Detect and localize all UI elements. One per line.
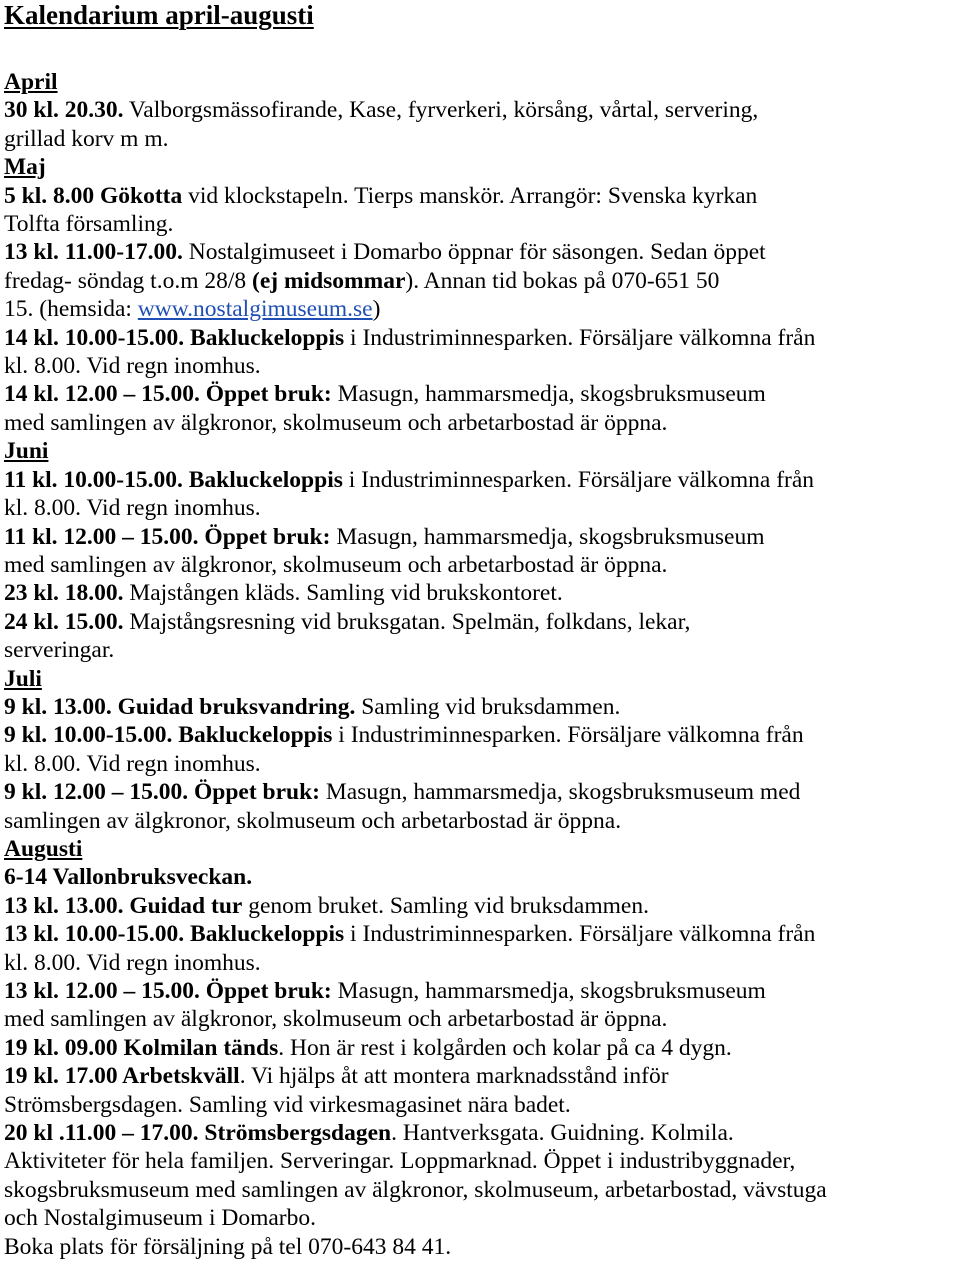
website-link[interactable]: www.nostalgimuseum.se	[137, 296, 373, 323]
event-line	[4, 238, 956, 266]
calendar-content	[4, 68, 956, 1261]
event-date: 11 kl. 12.00 – 15.00. Öppet bruk:	[4, 523, 331, 550]
event-line	[4, 324, 956, 352]
event-line: kl. 8.00. Vid regn inomhus.	[4, 949, 261, 976]
event-date: 5 kl. 8.00 Gökotta	[4, 182, 183, 209]
event-line: och Nostalgimuseum i Domarbo.	[4, 1205, 316, 1232]
event-line	[4, 721, 956, 749]
event-line: samlingen av älgkronor, skolmuseum och arbetarbostad är öppna.	[4, 807, 622, 834]
event-text: Samling vid bruksdammen.	[355, 693, 621, 720]
page-title: Kalendarium april-augusti	[4, 0, 314, 30]
event-note: (ej midsommar	[252, 267, 406, 294]
event-date: 13 kl. 10.00-15.00. Bakluckeloppis	[4, 921, 345, 948]
event-date: 13 kl. 11.00-17.00.	[4, 239, 183, 266]
event-text: . Vi hjälps åt att montera marknadsstånd inför	[239, 1063, 669, 1090]
event-line: Tolfta församling.	[4, 211, 174, 238]
booking-line: Boka plats för försäljning på tel 070-643 84 41.	[4, 1233, 452, 1260]
event-text: Masugn, hammarsmedja, skogsbruksmuseum	[331, 978, 766, 1004]
event-line: Strömsbergsdagen. Samling vid virkesmagasinet nära badet.	[4, 1091, 571, 1118]
event-line	[4, 380, 956, 408]
event-line	[4, 1062, 956, 1090]
event-date: 11 kl. 10.00-15.00. Bakluckeloppis	[4, 466, 343, 493]
event-line	[4, 920, 956, 948]
event-line	[4, 295, 956, 323]
event-line	[4, 579, 956, 607]
month-heading-augusti: Augusti	[4, 835, 83, 862]
event-text: ). Annan tid bokas på 070-651 50	[405, 267, 720, 294]
event-text: vid klockstapeln. Tierps manskör. Arrangör: Svenska kyrkan	[182, 182, 758, 209]
event-line	[4, 1119, 956, 1147]
event-line	[4, 182, 956, 210]
event-text: Masugn, hammarsmedja, skogsbruksmuseum med	[320, 779, 801, 806]
event-text: Valborgsmässofirande, Kase, fyrverkeri, körsång, vårtal, servering,	[123, 97, 759, 124]
month-heading-maj: Maj	[4, 154, 46, 181]
event-line: kl. 8.00. Vid regn inomhus.	[4, 353, 261, 380]
event-date: 9 kl. 12.00 – 15.00. Öppet bruk:	[4, 779, 320, 806]
event-text: Masugn, hammarsmedja, skogsbruksmuseum	[330, 523, 765, 550]
month-heading-juli: Juli	[4, 665, 42, 692]
event-text: i Industriminnesparken. Försäljare välkomna från	[332, 722, 804, 749]
event-line: med samlingen av älgkronor, skolmuseum och arbetarbostad är öppna.	[4, 551, 668, 578]
event-line	[4, 523, 956, 551]
event-line: serveringar.	[4, 637, 115, 664]
event-line	[4, 892, 956, 920]
event-date: 30 kl. 20.30.	[4, 97, 124, 124]
event-text: )	[372, 296, 381, 323]
event-line	[4, 267, 956, 295]
event-text: Majstången kläds. Samling vid brukskontoret.	[123, 580, 563, 607]
event-text: i Industriminnesparken. Försäljare välkomna från	[344, 324, 816, 351]
event-text: Majstångsresning vid bruksgatan. Spelmän, folkdans, lekar,	[123, 608, 691, 635]
event-date: 23 kl. 18.00.	[4, 580, 124, 607]
event-line	[4, 977, 956, 1005]
event-line: Aktiviteter för hela familjen. Serveringar. Loppmarknad. Öppet i industribyggnader,	[4, 1148, 796, 1175]
event-line	[4, 1034, 956, 1062]
event-date: 14 kl. 12.00 – 15.00. Öppet bruk:	[4, 381, 332, 408]
event-date: 19 kl. 09.00 Kolmilan tänds	[4, 1034, 279, 1061]
event-date: 9 kl. 13.00. Guidad bruksvandring.	[4, 693, 356, 720]
event-text: 15. (hemsida:	[4, 296, 138, 323]
month-heading-april: April	[4, 69, 58, 95]
event-date: 14 kl. 10.00-15.00. Bakluckeloppis	[4, 324, 345, 351]
event-text: Nostalgimuseet i Domarbo öppnar för säsongen. Sedan öppet	[182, 239, 766, 266]
event-line	[4, 96, 956, 124]
event-text: . Hantverksgata. Guidning. Kolmila.	[391, 1120, 734, 1147]
event-text: genom bruket. Samling vid bruksdammen.	[242, 892, 649, 919]
event-date: 13 kl. 12.00 – 15.00. Öppet bruk:	[4, 978, 332, 1004]
event-date: 24 kl. 15.00.	[4, 608, 124, 635]
event-line	[4, 693, 956, 721]
event-date: 19 kl. 17.00 Arbetskväll	[4, 1063, 240, 1090]
event-text: i Industriminnesparken. Försäljare välkomna från	[342, 466, 815, 493]
event-text: Masugn, hammarsmedja, skogsbruksmuseum	[331, 381, 766, 408]
event-line	[4, 608, 956, 636]
event-line: kl. 8.00. Vid regn inomhus.	[4, 495, 261, 522]
event-date: 20 kl .11.00 – 17.00. Strömsbergsdagen	[4, 1120, 392, 1147]
event-line: med samlingen av älgkronor, skolmuseum och arbetarbostad är öppna.	[4, 1006, 668, 1033]
event-date: 9 kl. 10.00-15.00. Bakluckeloppis	[4, 722, 333, 749]
event-text: . Hon är rest i kolgården och kolar på ca 4 dygn.	[278, 1034, 732, 1061]
event-text: fredag- söndag t.o.m 28/8	[4, 267, 253, 294]
event-line: grillad korv m m.	[4, 125, 169, 152]
month-heading-juni: Juni	[4, 438, 49, 465]
event-text: i Industriminnesparken. Försäljare välkomna från	[344, 921, 816, 948]
event-line: med samlingen av älgkronor, skolmuseum och arbetarbostad är öppna.	[4, 409, 668, 436]
event-line: 6-14 Vallonbruksveckan.	[4, 864, 253, 891]
event-line: kl. 8.00. Vid regn inomhus.	[4, 750, 261, 777]
event-line: skogsbruksmuseum med samlingen av älgkronor, skolmuseum, arbetarbostad, vävstuga	[4, 1176, 827, 1203]
event-line	[4, 778, 956, 806]
event-line	[4, 466, 956, 494]
event-date: 13 kl. 13.00. Guidad tur	[4, 892, 243, 919]
